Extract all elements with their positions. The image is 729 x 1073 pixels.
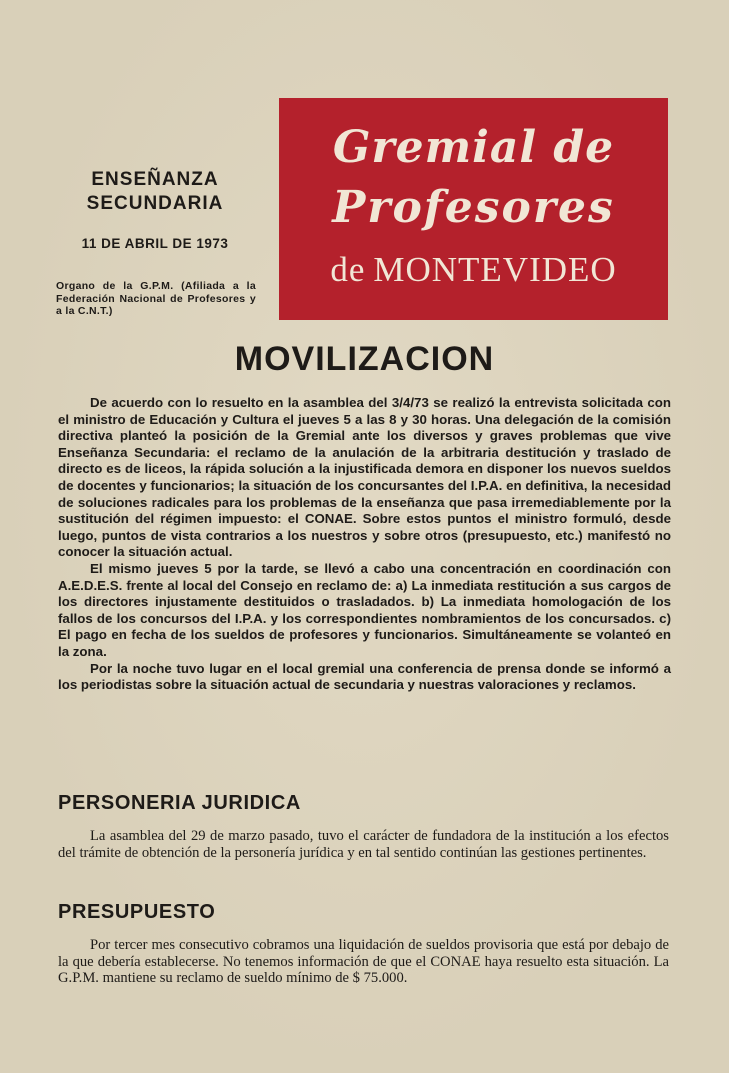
masthead-prefix: de xyxy=(330,250,366,289)
section-name-line1: ENSEÑANZA xyxy=(91,169,219,190)
presupuesto-heading: PRESUPUESTO xyxy=(58,901,216,923)
presupuesto-paragraph: Por tercer mes consecutivo cobramos una liquidación de sueldos provisoria que está por debajo de la que debería establecerse. No tenemos información de que el CONAE haya resuelto esta situación. La G.P.M. mantiene su reclamo de sueldo mínimo de $ 75.000. xyxy=(58,937,669,986)
masthead-line2: Profesores xyxy=(332,182,615,233)
main-paragraph: De acuerdo con lo resuelto en la asamblea del 3/4/73 se realizó la entrevista solicitada con el ministro de Educación y Cultura el jueves 5 a las 8 y 30 horas. Una delegación de la comisión directiva planteó la posición de la Gremial ante los diversos y graves problemas que vive Enseñanza Secundaria: el reclamo de la anulación de la arbitraria destitución y traslado de directo es de liceos, la rápida solución a la injustificada demora en disponer los nuevos sueldos de docentes y funcionarios; la situación de los concursantes del I.P.A. en definitiva, la necesidad de soluciones radicales para los problemas de la enseñanza que pasa irremediablemente por la sustitución del régimen impuesto: el CONAE. Sobre estos puntos el ministro formuló, desde luego, puntos de vista contrarios a los nuestros y sobre otros (presupuesto, etc.) manifestó no conocer la situación actual. xyxy=(58,395,671,560)
presupuesto-body xyxy=(58,937,669,987)
personeria-paragraph: La asamblea del 29 de marzo pasado, tuvo el carácter de fundadora de la institución a los efectos del trámite de obtención de la personería jurídica y en tal sentido continúan las gestiones pertinentes. xyxy=(58,828,669,861)
masthead-line1: Gremial de xyxy=(332,122,615,173)
main-paragraph: Por la noche tuvo lugar en el local gremial una conferencia de prensa donde se informó a los periodistas sobre la situación actual de secundaria y nuestras valoraciones y reclamos. xyxy=(58,660,671,693)
personeria-heading: PERSONERIA JURIDICA xyxy=(58,792,301,814)
masthead-line3 xyxy=(279,250,668,290)
issue-date: 11 DE ABRIL DE 1973 xyxy=(81,236,229,251)
main-headline: MOVILIZACION xyxy=(234,340,495,378)
section-name-line2: SECUNDARIA xyxy=(86,193,224,214)
main-article-body xyxy=(58,395,671,694)
publication-info xyxy=(55,168,255,251)
masthead-city: MONTEVIDEO xyxy=(373,250,617,289)
organ-statement: Organo de la G.P.M. (Afiliada a la Federación Nacional de Profesores y a la C.N.T.) xyxy=(56,280,256,317)
main-paragraph: El mismo jueves 5 por la tarde, se llevó a cabo una concentración en coordinación con A.E.D.E.S. frente al local del Consejo en reclamo de: a) La inmediata restitución a sus cargos de los directores injustamente destituidos o trasladados. b) La inmediata homologación de los fallos de los concursos del I.P.A. y los correspondientes nombramientos de los concursados. c) El pago en fecha de los sueldos de profesores y funcionarios. Simultáneamente se volanteó en la zona. xyxy=(58,560,671,659)
masthead-banner xyxy=(279,98,668,320)
personeria-body xyxy=(58,828,669,861)
